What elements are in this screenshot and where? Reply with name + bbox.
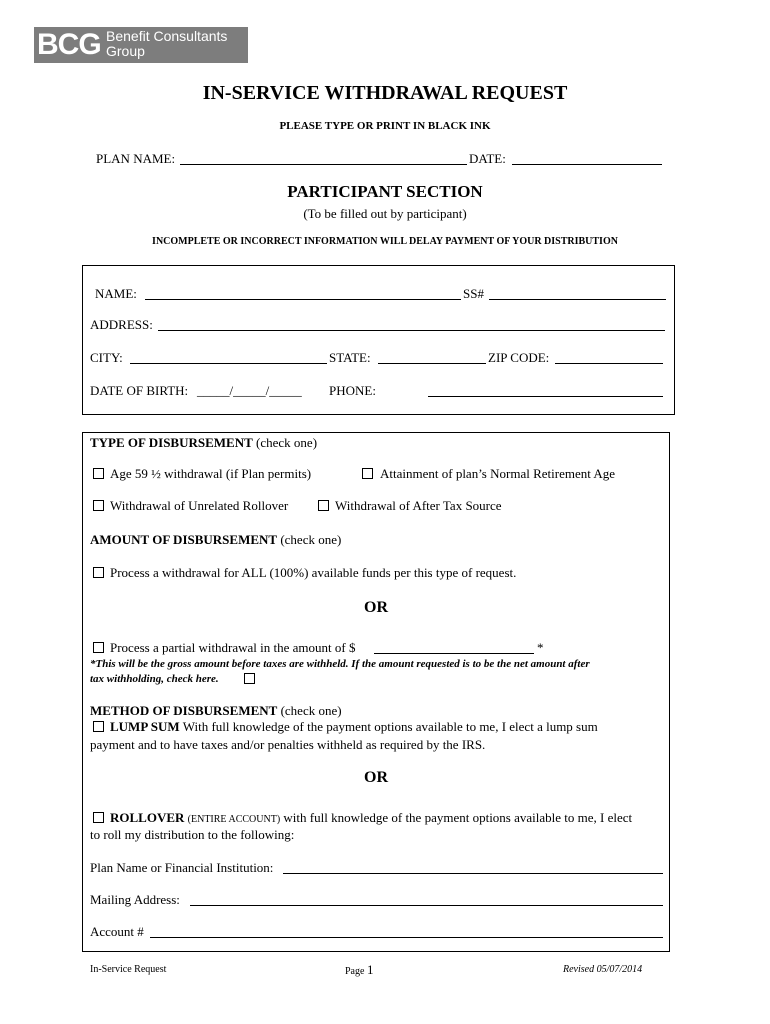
normal-retirement-checkbox[interactable] <box>362 468 373 479</box>
type-heading <box>90 435 317 451</box>
amount-heading-hint: (check one) <box>280 532 342 547</box>
lump-sum-text-2: payment and to have taxes and/or penalties withheld as required by the IRS. <box>90 737 486 752</box>
partial-withdrawal-label: Process a partial withdrawal in the amount of $ <box>110 640 356 655</box>
footer-form-name: In-Service Request <box>90 964 167 975</box>
rollover-text-2: to roll my distribution to the following: <box>90 827 295 842</box>
amount-heading-label: AMOUNT OF DISBURSEMENT <box>90 532 278 547</box>
net-amount-checkbox[interactable] <box>244 673 255 684</box>
full-withdrawal-label: Process a withdrawal for ALL (100%) available funds per this type of request. <box>110 565 517 580</box>
city-field[interactable] <box>130 363 327 364</box>
rollover-line-1 <box>110 810 632 826</box>
age-59-label: Age 59 ½ withdrawal (if Plan permits) <box>110 466 312 481</box>
address-field[interactable] <box>158 330 665 331</box>
normal-retirement-label: Attainment of plan’s Normal Retirement Age <box>380 466 616 481</box>
lump-sum-text-1: With full knowledge of the payment options available to me, I elect a lump sum <box>182 719 598 734</box>
ss-label: SS# <box>463 286 484 301</box>
footer-revised-date: Revised 05/07/2014 <box>563 964 643 975</box>
or-divider-amount: OR <box>364 599 388 616</box>
rollover-text-1: with full knowledge of the payment options available to me, I elect <box>283 810 633 825</box>
phone-field[interactable] <box>428 396 663 397</box>
logo-line-1: Benefit Consultants <box>106 28 228 44</box>
amount-heading <box>90 532 341 548</box>
dob-label: DATE OF BIRTH: <box>90 383 189 398</box>
rollover-entire-account: (ENTIRE ACCOUNT) <box>187 814 281 825</box>
method-heading <box>90 703 342 719</box>
state-field[interactable] <box>378 363 486 364</box>
partial-amount-field[interactable] <box>374 653 534 654</box>
after-tax-label: Withdrawal of After Tax Source <box>335 498 502 513</box>
participant-section-title: PARTICIPANT SECTION <box>287 182 483 201</box>
plan-institution-field[interactable] <box>283 873 663 874</box>
date-field[interactable] <box>512 164 662 165</box>
address-label: ADDRESS: <box>90 317 153 332</box>
method-heading-label: METHOD OF DISBURSEMENT <box>90 703 278 718</box>
dob-field[interactable]: _____/_____/_____ <box>197 383 302 398</box>
footer-page-number: 1 <box>366 962 374 977</box>
zip-field[interactable] <box>555 363 663 364</box>
logo-mark: BCG <box>37 28 101 61</box>
phone-label: PHONE: <box>329 383 376 398</box>
type-heading-label: TYPE OF DISBURSEMENT <box>90 435 253 450</box>
age-59-checkbox[interactable] <box>93 468 104 479</box>
footer-page-label: Page <box>345 966 365 977</box>
mailing-address-field[interactable] <box>190 905 663 906</box>
ink-instruction: PLEASE TYPE OR PRINT IN BLACK INK <box>279 120 491 132</box>
or-divider-method: OR <box>364 769 388 786</box>
name-label: NAME: <box>95 286 137 301</box>
mailing-address-label: Mailing Address: <box>90 892 180 907</box>
rollover-checkbox[interactable] <box>93 812 104 823</box>
full-withdrawal-checkbox[interactable] <box>93 567 104 578</box>
logo-line-2: Group <box>106 43 145 59</box>
company-logo <box>34 27 248 63</box>
state-label: STATE: <box>329 350 371 365</box>
date-label: DATE: <box>469 151 506 166</box>
delay-warning: INCOMPLETE OR INCORRECT INFORMATION WILL DELAY PAYMENT OF YOUR DISTRIBUTION <box>152 236 618 247</box>
lump-sum-line-1 <box>110 719 598 735</box>
lump-sum-label: LUMP SUM <box>110 719 180 734</box>
type-heading-hint: (check one) <box>256 435 318 450</box>
after-tax-checkbox[interactable] <box>318 500 329 511</box>
partial-withdrawal-checkbox[interactable] <box>93 642 104 653</box>
gross-amount-note-line-2: tax withholding, check here. <box>90 673 219 685</box>
logo-text <box>106 29 227 59</box>
account-number-field[interactable] <box>150 937 663 938</box>
name-field[interactable] <box>145 299 461 300</box>
rollover-label: ROLLOVER <box>110 810 185 825</box>
participant-section-subtitle: (To be filled out by participant) <box>303 206 467 221</box>
unrelated-rollover-label: Withdrawal of Unrelated Rollover <box>110 498 289 513</box>
page-title: IN-SERVICE WITHDRAWAL REQUEST <box>202 82 568 104</box>
unrelated-rollover-checkbox[interactable] <box>93 500 104 511</box>
zip-label: ZIP CODE: <box>488 350 550 365</box>
account-number-label: Account # <box>90 924 144 939</box>
city-label: CITY: <box>90 350 123 365</box>
plan-name-label: PLAN NAME: <box>96 151 176 166</box>
ss-field[interactable] <box>489 299 666 300</box>
plan-institution-label: Plan Name or Financial Institution: <box>90 860 274 875</box>
lump-sum-checkbox[interactable] <box>93 721 104 732</box>
plan-name-field[interactable] <box>180 164 467 165</box>
method-heading-hint: (check one) <box>280 703 342 718</box>
footer-page <box>345 962 373 978</box>
partial-amount-asterisk: * <box>537 640 544 655</box>
gross-amount-note-line-1: *This will be the gross amount before taxes are withheld. If the amount requested is to be the net amount after <box>90 658 590 670</box>
